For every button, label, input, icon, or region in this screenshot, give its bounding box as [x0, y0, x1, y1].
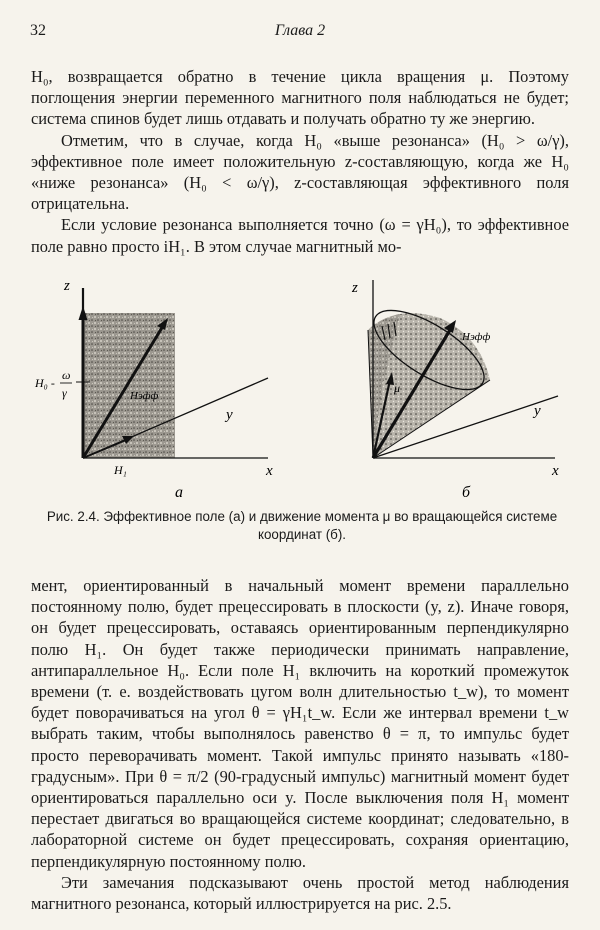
figure-caption: Рис. 2.4. Эффективное поле (а) и движение момента μ во вращающейся системе координат (б). [46, 509, 558, 542]
omega-label: ω [62, 368, 71, 382]
gamma-label: γ [62, 386, 67, 400]
y-label-b: y [534, 403, 541, 419]
z-label-b: z [352, 280, 358, 296]
h0-minus-label: H₀ - [35, 376, 55, 390]
running-head [30, 22, 570, 46]
paragraph: мент, ориентированный в начальный момент времени параллельно постоянному полю, будет прецессировать в плоскости (y, z). Иначе говоря, он будет прецессировать, оставаясь ориентированным перпендикулярно полю H₁. Он будет также периодически принимать направление, антипараллельное H₀. Если поле H₁ включить на короткий промежуток времени (т. е. воздействовать цугом волн длительностью t_w), то момент будет поворачиваться на угол θ = γH₁t_w. Если же интервал времени t_w выбрать таким, чтобы выполнялось равенство θ = π, то импульс будет просто переворачивать момент. Такой импульс принято называть «180-градусным». При θ = π/2 (90-градусный импульс) магнитный момент будет ориентироваться параллельно оси y. После выключения поля H₁ момент перестает двигаться во вращающейся системе координат; следовательно, в лабораторной системе он будет прецессировать, сохраняя ориентацию, перпендикулярную постоянному полю. [31, 576, 569, 871]
heff-label-b: Hэфф [462, 331, 491, 343]
y-label-a: y [226, 407, 233, 423]
paragraph: H₀, возвращается обратно в течение цикла вращения μ. Поэтому поглощения энергии переменного магнитного поля наблюдаться не будет; система спинов будет лишь отдавать и получать обратно ту же энергию. [31, 67, 569, 129]
heff-label-a: Hэфф [130, 390, 159, 402]
x-label-b: x [552, 463, 559, 479]
text-block-top [31, 66, 569, 257]
page-number: 32 [30, 22, 46, 39]
panel-b-label: б [462, 484, 471, 501]
paragraph: Отметим, что в случае, когда H₀ «выше резонанса» (H₀ > ω/γ), эффективное поле имеет положительную z-составляющую, когда же H₀ «ниже резонанса» (H₀ < ω/γ), z-составляющая эффективного поля отрицательна. [31, 130, 569, 214]
figure-2-4 [35, 268, 570, 503]
h1-label: H₁ [114, 463, 127, 477]
paragraph: Эти замечания подсказывают очень простой метод наблюдения магнитного резонанса, который иллюстрируется на рис. 2.5. [31, 872, 569, 914]
paragraph: Если условие резонанса выполняется точно (ω = γH₀), то эффективное поле равно просто iH₁. В этом случае магнитный мо- [31, 215, 569, 256]
x-label-a: x [266, 463, 273, 479]
panel-b [351, 280, 559, 501]
text-block-bottom [31, 575, 569, 914]
z-label-a: z [64, 278, 70, 294]
mu-label: μ [394, 381, 401, 395]
chapter-title: Глава 2 [274, 22, 326, 39]
panel-a [34, 278, 273, 501]
panel-a-label: а [175, 484, 183, 501]
